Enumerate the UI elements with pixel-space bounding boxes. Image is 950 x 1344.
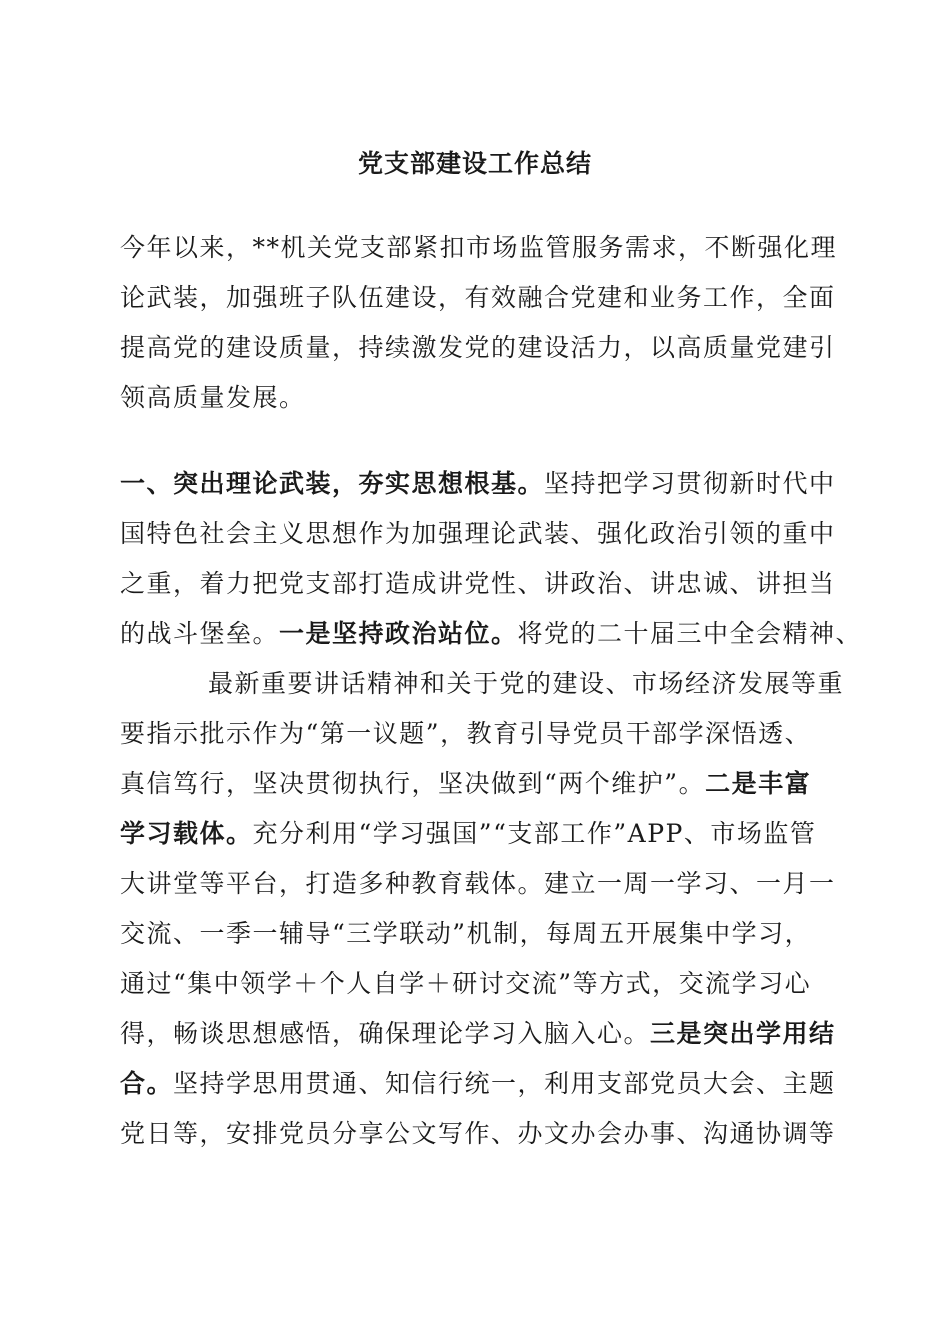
point-heading: 二是丰富 [705, 769, 812, 798]
section-line [120, 1064, 840, 1104]
body-text: 将党的二十届三中全会精神、 [517, 619, 863, 648]
section-line [120, 764, 840, 804]
point-heading: 合。 [120, 1069, 174, 1098]
section-line [120, 614, 863, 654]
section-line [120, 814, 840, 854]
body-text: 充分利用“学习强国”“支部工作”APP、市场监管 [252, 819, 817, 848]
section-line: 之重，着力把党支部打造成讲党性、讲政治、讲忠诚、讲担当 [120, 569, 836, 598]
section-line: 国特色社会主义思想作为加强理论武装、强化政治引领的重中 [120, 519, 836, 548]
intro-line: 提高党的建设质量，持续激发党的建设活力，以高质量党建引 [120, 333, 836, 362]
point-heading: 一是坚持政治站位。 [279, 619, 518, 648]
section-line: 交流、一季一辅导“三学联动”机制，每周五开展集中学习， [120, 919, 812, 948]
section-line: 通过“集中领学＋个人自学＋研讨交流”等方式，交流学习心 [120, 969, 812, 998]
point-heading: 学习载体。 [120, 819, 253, 848]
body-text: 坚持把学习贯彻新时代中 [544, 469, 836, 498]
intro-line: 领高质量发展。 [120, 383, 306, 412]
intro-line: 论武装，加强班子队伍建设，有效融合党建和业务工作，全面 [120, 283, 836, 312]
document-title: 党支部建设工作总结 [357, 149, 592, 178]
section-line [120, 1014, 840, 1054]
body-text: 坚持学思用贯通、知信行统一，利用支部党员大会、主题 [173, 1069, 836, 1098]
section-line [120, 464, 840, 504]
section-heading: 一、突出理论武装，夯实思想根基。 [120, 469, 545, 498]
section-line: 党日等，安排党员分享公文写作、办文办会办事、沟通协调等 [120, 1119, 836, 1148]
body-text: 得，畅谈思想感悟，确保理论学习入脑入心。 [120, 1019, 651, 1048]
intro-line: 今年以来，**机关党支部紧扣市场监管服务需求，不断强化理 [120, 233, 838, 262]
body-text: 真信笃行，坚决贯彻执行，坚决做到“两个维护”。 [120, 769, 706, 798]
section-line: 最新重要讲话精神和关于党的建设、市场经济发展等重 [208, 669, 845, 698]
section-line: 大讲堂等平台，打造多种教育载体。建立一周一学习、一月一 [120, 869, 836, 898]
body-text: 的战斗堡垒。 [120, 619, 280, 648]
point-heading: 三是突出学用结 [650, 1019, 836, 1048]
section-line: 要指示批示作为“第一议题”，教育引导党员干部学深悟透、 [120, 719, 812, 748]
